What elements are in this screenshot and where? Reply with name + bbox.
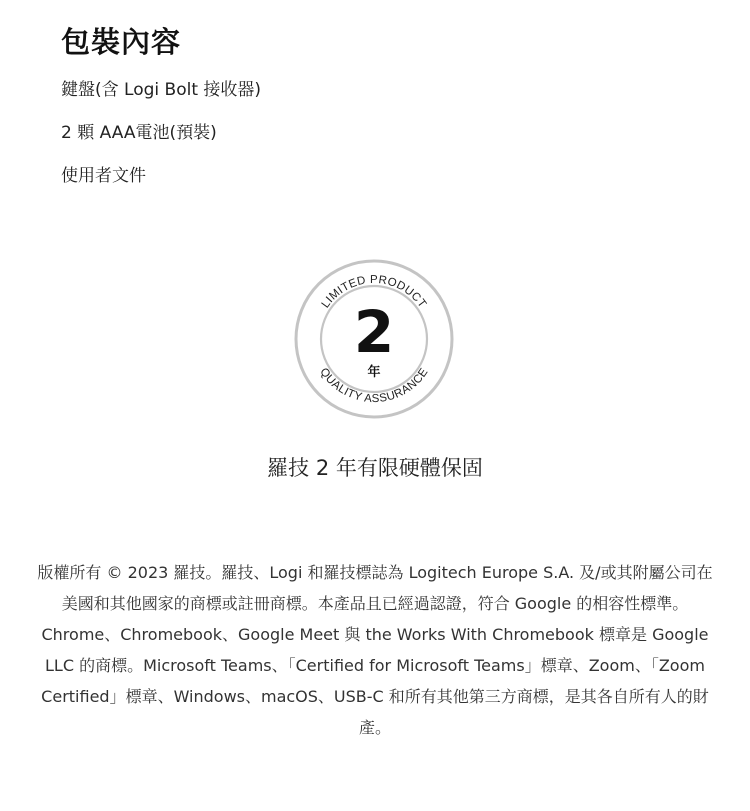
package-contents-list [61,76,261,205]
list-item: 2 顆 AAA電池(預裝) [61,123,217,143]
list-item: 鍵盤(含 Logi Bolt 接收器) [61,80,262,100]
badge-unit: 年 [367,365,381,380]
list-item: 使用者文件 [61,166,146,186]
warranty-caption: 羅技 2 年有限硬體保固 [267,456,483,480]
badge-bottom-text: QUALITY ASSURANCE [317,366,431,406]
legal-notice: 版權所有 © 2023 羅技。羅技、Logi 和羅技標誌為 Logitech Europe S.A. 及/或其附屬公司在美國和其他國家的商標或註冊商標。本產品且已經過認證，符合 Google 的相容性標準。Chrome、Chromebook、Google Meet 與 the Works With Chromebook 標章是 Google LLC 的商標。Microsoft Teams、「Certified for Microsoft Teams」標章、Zoom、「Zoom Certified」標章、Windows、macOS、USB-C 和所有其他第三方商標，是其各自所有人的財產。 [37,563,713,737]
page-title: 包裝內容 [61,25,182,59]
badge-top-text: LIMITED PRODUCT [319,273,429,311]
badge-number: 2 [353,298,395,366]
warranty-badge [293,258,455,420]
warranty-badge-graphic [293,258,455,420]
